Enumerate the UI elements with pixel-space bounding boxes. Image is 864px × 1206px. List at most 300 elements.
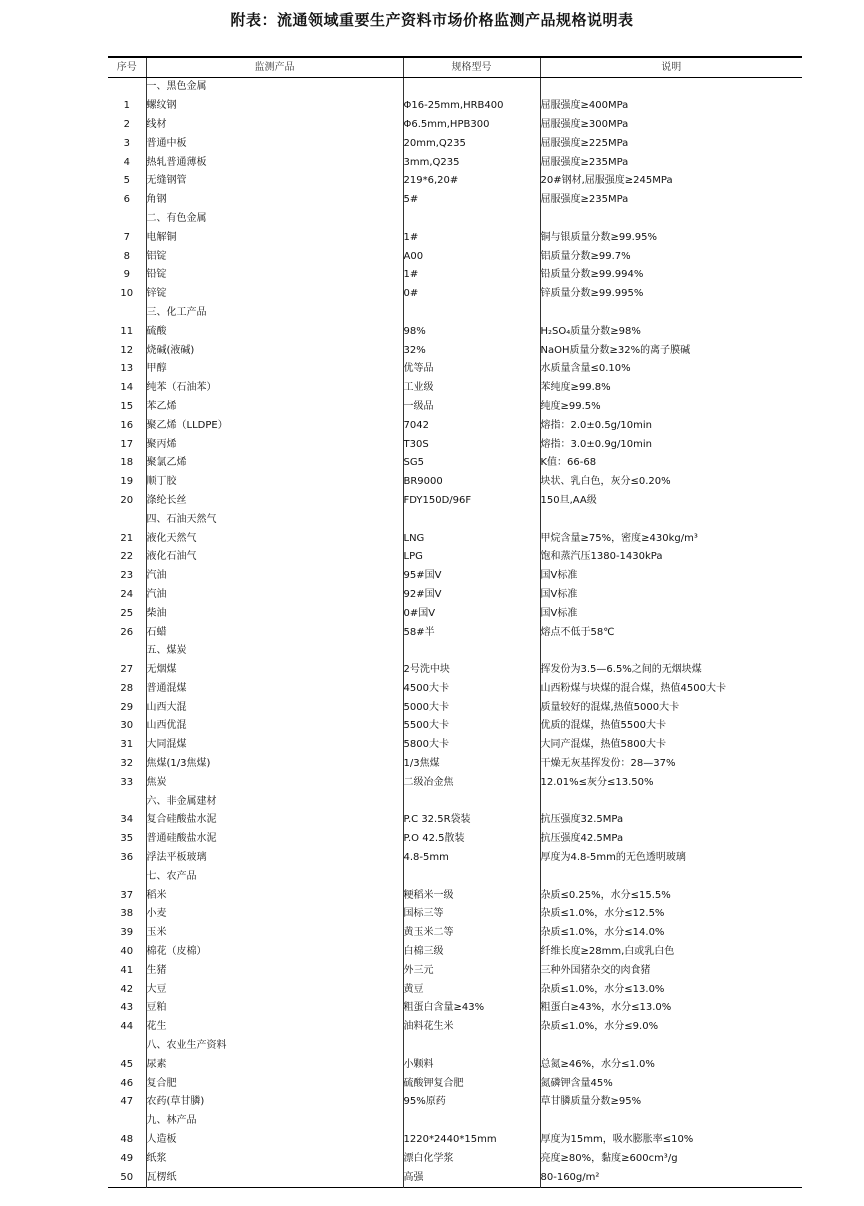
spec-model: 国标三等 — [403, 905, 540, 924]
table-row — [108, 116, 802, 135]
table-row — [108, 379, 802, 398]
table-row — [108, 134, 802, 153]
category-no-cell — [108, 642, 146, 661]
category-row — [108, 78, 802, 97]
description: 铝质量分数≥99.7% — [540, 250, 631, 262]
description: 氮磷钾含量45% — [540, 1077, 613, 1089]
spec-model: 优等品 — [403, 360, 540, 379]
product-name: 顺丁胶 — [146, 473, 403, 492]
product-name: 纯苯（石油苯） — [146, 379, 403, 398]
header-spec: 规格型号 — [403, 57, 540, 78]
spec-model: 粗蛋白含量≥43% — [403, 999, 540, 1018]
product-name: 花生 — [146, 1018, 403, 1037]
product-name: 山西优混 — [146, 717, 403, 736]
table-row — [108, 661, 802, 680]
row-number: 15 — [108, 398, 146, 417]
row-number: 39 — [108, 924, 146, 943]
description: 厚度为15mm，吸水膨胀率≤10% — [540, 1134, 694, 1146]
spec-model: P.C 32.5R袋装 — [403, 811, 540, 830]
table-row — [108, 454, 802, 473]
spec-model: A00 — [403, 247, 540, 266]
product-name: 聚氯乙烯 — [146, 454, 403, 473]
description: K值：66-68 — [540, 457, 597, 469]
table-row — [108, 548, 802, 567]
product-name: 山西大混 — [146, 698, 403, 717]
product-name: 瓦楞纸 — [146, 1168, 403, 1187]
spec-model: 1# — [403, 266, 540, 285]
spec-model: 5500大卡 — [403, 717, 540, 736]
spec-model: 1220*2440*15mm — [403, 1131, 540, 1150]
category-desc-cell — [540, 1037, 802, 1056]
spec-model: 3mm,Q235 — [403, 153, 540, 172]
product-name: 焦炭 — [146, 773, 403, 792]
category-label: 一、黑色金属 — [146, 78, 403, 97]
spec-model: 漂白化学浆 — [403, 1149, 540, 1168]
table-row — [108, 849, 802, 868]
spec-model: 98% — [403, 322, 540, 341]
spec-model: 1# — [403, 228, 540, 247]
table-row — [108, 980, 802, 999]
product-name: 线材 — [146, 116, 403, 135]
row-number: 34 — [108, 811, 146, 830]
product-name: 甲醇 — [146, 360, 403, 379]
category-row — [108, 642, 802, 661]
description: 国Ⅴ标准 — [540, 607, 578, 619]
product-name: 无烟煤 — [146, 661, 403, 680]
spec-model: 5# — [403, 191, 540, 210]
product-name: 苯乙烯 — [146, 398, 403, 417]
description: 屈服强度≥400MPa — [540, 100, 629, 112]
spec-model: P.O 42.5散装 — [403, 830, 540, 849]
table-row — [108, 567, 802, 586]
spec-model: 5800大卡 — [403, 736, 540, 755]
description: 三种外国猪杂交的肉食猪 — [540, 964, 651, 976]
category-row — [108, 1037, 802, 1056]
row-number: 36 — [108, 849, 146, 868]
row-number: 28 — [108, 680, 146, 699]
table-row — [108, 961, 802, 980]
row-number: 2 — [108, 116, 146, 135]
row-number: 43 — [108, 999, 146, 1018]
product-name: 豆粕 — [146, 999, 403, 1018]
product-name: 大豆 — [146, 980, 403, 999]
category-no-cell — [108, 210, 146, 229]
spec-model: 1/3焦煤 — [403, 755, 540, 774]
category-desc-cell — [540, 1112, 802, 1131]
spec-model: BR9000 — [403, 473, 540, 492]
table-row — [108, 623, 802, 642]
category-spec-cell — [403, 792, 540, 811]
page-title: 附表：流通领域重要生产资料市场价格监测产品规格说明表 — [230, 11, 634, 29]
spec-model: 58#半 — [403, 623, 540, 642]
description: 熔指：2.0±0.5g/10min — [540, 419, 652, 431]
category-spec-cell — [403, 867, 540, 886]
description: 质量较好的混煤,热值5000大卡 — [540, 701, 680, 713]
description: 抗压强度32.5MPa — [540, 814, 624, 826]
row-number: 24 — [108, 586, 146, 605]
row-number: 14 — [108, 379, 146, 398]
table-row — [108, 398, 802, 417]
table-row — [108, 586, 802, 605]
category-label: 三、化工产品 — [146, 304, 403, 323]
row-number: 4 — [108, 153, 146, 172]
description: 山西粉煤与块煤的混合煤，热值4500大卡 — [540, 682, 726, 694]
table-row — [108, 473, 802, 492]
spec-model: 2号洗中块 — [403, 661, 540, 680]
header-row — [108, 57, 802, 78]
description: 粗蛋白≥43%，水分≤13.0% — [540, 1002, 672, 1014]
spec-model: 一级品 — [403, 398, 540, 417]
product-name: 液化天然气 — [146, 529, 403, 548]
table-row — [108, 1074, 802, 1093]
category-row — [108, 210, 802, 229]
category-row — [108, 867, 802, 886]
row-number: 13 — [108, 360, 146, 379]
row-number: 47 — [108, 1093, 146, 1112]
description: 干燥无灰基挥发份：28—37% — [540, 758, 676, 770]
table-row — [108, 266, 802, 285]
category-label: 七、农产品 — [146, 867, 403, 886]
table-row — [108, 773, 802, 792]
table-row — [108, 943, 802, 962]
product-name: 复合肥 — [146, 1074, 403, 1093]
table-row — [108, 811, 802, 830]
spec-model: 白棉三级 — [403, 943, 540, 962]
spec-model: 工业级 — [403, 379, 540, 398]
description: 铅质量分数≥99.994% — [540, 269, 644, 281]
product-name: 农药(草甘膦) — [146, 1093, 403, 1112]
spec-model: Φ6.5mm,HPB300 — [403, 116, 540, 135]
product-name: 普通中板 — [146, 134, 403, 153]
table-row — [108, 924, 802, 943]
product-name: 汽油 — [146, 586, 403, 605]
spec-model: 硫酸钾复合肥 — [403, 1074, 540, 1093]
row-number: 37 — [108, 886, 146, 905]
table-row — [108, 247, 802, 266]
category-row — [108, 1112, 802, 1131]
row-number: 49 — [108, 1149, 146, 1168]
row-number: 48 — [108, 1131, 146, 1150]
description: 熔指：3.0±0.9g/10min — [540, 438, 652, 450]
category-row — [108, 510, 802, 529]
table-row — [108, 341, 802, 360]
spec-model: LPG — [403, 548, 540, 567]
table-row — [108, 680, 802, 699]
spec-model: 油料花生米 — [403, 1018, 540, 1037]
product-name: 稻米 — [146, 886, 403, 905]
description: 块状、乳白色，灰分≤0.20% — [540, 476, 671, 488]
description: 屈服强度≥225MPa — [540, 137, 629, 149]
category-no-cell — [108, 1112, 146, 1131]
product-name: 石蜡 — [146, 623, 403, 642]
category-no-cell — [108, 78, 146, 97]
description: 亮度≥80%，黏度≥600cm³/g — [540, 1152, 678, 1164]
table-row — [108, 191, 802, 210]
table-row — [108, 360, 802, 379]
product-name: 烧碱(液碱) — [146, 341, 403, 360]
row-number: 20 — [108, 492, 146, 511]
row-number: 17 — [108, 435, 146, 454]
description: 屈服强度≥235MPa — [540, 156, 629, 168]
product-name: 复合硅酸盐水泥 — [146, 811, 403, 830]
header-no: 序号 — [108, 57, 146, 78]
row-number: 33 — [108, 773, 146, 792]
category-label: 四、石油天然气 — [146, 510, 403, 529]
description: 锌质量分数≥99.995% — [540, 288, 644, 300]
description: 杂质≤1.0%，水分≤9.0% — [540, 1021, 659, 1033]
row-number: 30 — [108, 717, 146, 736]
description: 水质量含量≤0.10% — [540, 363, 631, 375]
row-number: 23 — [108, 567, 146, 586]
description: 国Ⅴ标准 — [540, 588, 578, 600]
row-number: 45 — [108, 1055, 146, 1074]
header-desc: 说明 — [540, 57, 802, 78]
table-row — [108, 830, 802, 849]
spec-model: LNG — [403, 529, 540, 548]
product-name: 铝锭 — [146, 247, 403, 266]
row-number: 12 — [108, 341, 146, 360]
category-label: 九、林产品 — [146, 1112, 403, 1131]
description: 12.01%≤灰分≤13.50% — [540, 776, 654, 788]
table-row — [108, 1093, 802, 1112]
product-name: 聚丙烯 — [146, 435, 403, 454]
table-row — [108, 886, 802, 905]
description: 挥发份为3.5—6.5%之间的无烟块煤 — [540, 664, 702, 676]
row-number: 31 — [108, 736, 146, 755]
row-number: 46 — [108, 1074, 146, 1093]
row-number: 35 — [108, 830, 146, 849]
table-row — [108, 172, 802, 191]
category-label: 八、农业生产资料 — [146, 1037, 403, 1056]
row-number: 8 — [108, 247, 146, 266]
description: 饱和蒸汽压1380-1430kPa — [540, 551, 663, 563]
table-row — [108, 1055, 802, 1074]
category-spec-cell — [403, 1112, 540, 1131]
spec-model: 小颗料 — [403, 1055, 540, 1074]
category-label: 二、有色金属 — [146, 210, 403, 229]
product-name: 电解铜 — [146, 228, 403, 247]
category-spec-cell — [403, 510, 540, 529]
row-number: 3 — [108, 134, 146, 153]
category-no-cell — [108, 1037, 146, 1056]
row-number: 27 — [108, 661, 146, 680]
table-row — [108, 285, 802, 304]
spec-model: SG5 — [403, 454, 540, 473]
spec-model: 95%原药 — [403, 1093, 540, 1112]
product-name: 锌锭 — [146, 285, 403, 304]
description: 杂质≤1.0%，水分≤14.0% — [540, 927, 665, 939]
description: 杂质≤1.0%，水分≤13.0% — [540, 983, 665, 995]
product-name: 普通混煤 — [146, 680, 403, 699]
row-number: 42 — [108, 980, 146, 999]
row-number: 7 — [108, 228, 146, 247]
product-name: 浮法平板玻璃 — [146, 849, 403, 868]
category-label: 六、非金属建材 — [146, 792, 403, 811]
spec-model: 二级冶金焦 — [403, 773, 540, 792]
product-name: 焦煤(1/3焦煤) — [146, 755, 403, 774]
category-spec-cell — [403, 304, 540, 323]
description: 杂质≤0.25%，水分≤15.5% — [540, 889, 671, 901]
row-number: 10 — [108, 285, 146, 304]
product-name: 聚乙烯（LLDPE） — [146, 416, 403, 435]
category-desc-cell — [540, 642, 802, 661]
product-name: 纸浆 — [146, 1149, 403, 1168]
table-row — [108, 905, 802, 924]
description: 屈服强度≥235MPa — [540, 194, 629, 206]
row-number: 18 — [108, 454, 146, 473]
header-product: 监测产品 — [146, 57, 403, 78]
product-name: 硫酸 — [146, 322, 403, 341]
table-row — [108, 1018, 802, 1037]
spec-model: 219*6,20# — [403, 172, 540, 191]
product-name: 铅锭 — [146, 266, 403, 285]
spec-model: T30S — [403, 435, 540, 454]
category-label: 五、煤炭 — [146, 642, 403, 661]
description: 厚度为4.8-5mm的无色透明玻璃 — [540, 852, 686, 864]
table-row — [108, 153, 802, 172]
product-name: 人造板 — [146, 1131, 403, 1150]
category-no-cell — [108, 510, 146, 529]
table-row — [108, 322, 802, 341]
product-name: 玉米 — [146, 924, 403, 943]
description: 国Ⅴ标准 — [540, 570, 578, 582]
description: 杂质≤1.0%，水分≤12.5% — [540, 908, 665, 920]
description: 草甘膦质量分数≥95% — [540, 1096, 642, 1108]
table-row — [108, 698, 802, 717]
description: 苯纯度≥99.8% — [540, 382, 611, 394]
category-desc-cell — [540, 792, 802, 811]
row-number: 40 — [108, 943, 146, 962]
spec-model: 4500大卡 — [403, 680, 540, 699]
category-desc-cell — [540, 867, 802, 886]
table-row — [108, 492, 802, 511]
product-name: 生猪 — [146, 961, 403, 980]
category-spec-cell — [403, 642, 540, 661]
spec-model: 20mm,Q235 — [403, 134, 540, 153]
table-row — [108, 755, 802, 774]
table-row — [108, 1131, 802, 1150]
product-name: 棉花（皮棉） — [146, 943, 403, 962]
description: 20#钢材,屈服强度≥245MPa — [540, 175, 673, 187]
product-name: 无缝钢管 — [146, 172, 403, 191]
row-number: 50 — [108, 1168, 146, 1187]
spec-model: 32% — [403, 341, 540, 360]
row-number: 29 — [108, 698, 146, 717]
row-number: 5 — [108, 172, 146, 191]
product-name: 汽油 — [146, 567, 403, 586]
table-row — [108, 1149, 802, 1168]
table-body — [108, 78, 802, 1188]
table-row — [108, 604, 802, 623]
table-row — [108, 97, 802, 116]
description: NaOH质量分数≥32%的离子膜碱 — [540, 344, 691, 356]
spec-model: 0# — [403, 285, 540, 304]
product-name: 普通硅酸盐水泥 — [146, 830, 403, 849]
row-number: 6 — [108, 191, 146, 210]
category-no-cell — [108, 304, 146, 323]
category-spec-cell — [403, 210, 540, 229]
category-no-cell — [108, 792, 146, 811]
row-number: 11 — [108, 322, 146, 341]
spec-model: 外三元 — [403, 961, 540, 980]
description: 纤维长度≥28mm,白或乳白色 — [540, 946, 675, 958]
table-row — [108, 717, 802, 736]
table-row — [108, 1168, 802, 1187]
description: 纯度≥99.5% — [540, 400, 601, 412]
spec-model: 7042 — [403, 416, 540, 435]
row-number: 9 — [108, 266, 146, 285]
spec-model: 5000大卡 — [403, 698, 540, 717]
spec-model: 4.8-5mm — [403, 849, 540, 868]
category-desc-cell — [540, 304, 802, 323]
description: 大同产混煤，热值5800大卡 — [540, 739, 666, 751]
table-row — [108, 435, 802, 454]
row-number: 44 — [108, 1018, 146, 1037]
spec-model: 黄豆 — [403, 980, 540, 999]
row-number: 22 — [108, 548, 146, 567]
product-name: 角钢 — [146, 191, 403, 210]
category-row — [108, 792, 802, 811]
spec-model: 0#国Ⅴ — [403, 604, 540, 623]
description: 优质的混煤，热值5500大卡 — [540, 720, 666, 732]
product-name: 柴油 — [146, 604, 403, 623]
product-name: 螺纹钢 — [146, 97, 403, 116]
spec-model: 95#国Ⅴ — [403, 567, 540, 586]
description: 总氮≥46%，水分≤1.0% — [540, 1058, 655, 1070]
description: H₂SO₄质量分数≥98% — [540, 325, 641, 337]
row-number: 21 — [108, 529, 146, 548]
row-number: 25 — [108, 604, 146, 623]
product-name: 小麦 — [146, 905, 403, 924]
category-desc-cell — [540, 510, 802, 529]
description: 熔点不低于58℃ — [540, 626, 615, 638]
spec-model: 黄玉米二等 — [403, 924, 540, 943]
category-spec-cell — [403, 1037, 540, 1056]
product-name: 涤纶长丝 — [146, 492, 403, 511]
spec-model: 高强 — [403, 1168, 540, 1187]
row-number: 26 — [108, 623, 146, 642]
spec-model: 粳稻米一级 — [403, 886, 540, 905]
product-name: 尿素 — [146, 1055, 403, 1074]
spec-table — [108, 56, 802, 1188]
table-row — [108, 228, 802, 247]
description: 甲烷含量≥75%，密度≥430kg/m³ — [540, 532, 698, 544]
spec-model: 92#国Ⅴ — [403, 586, 540, 605]
row-number: 41 — [108, 961, 146, 980]
category-row — [108, 304, 802, 323]
table-row — [108, 529, 802, 548]
row-number: 1 — [108, 97, 146, 116]
row-number: 16 — [108, 416, 146, 435]
description: 150旦,AA级 — [540, 494, 597, 506]
row-number: 19 — [108, 473, 146, 492]
description: 铜与银质量分数≥99.95% — [540, 231, 658, 243]
spec-model: Φ16-25mm,HRB400 — [403, 97, 540, 116]
product-name: 大同混煤 — [146, 736, 403, 755]
row-number: 32 — [108, 755, 146, 774]
description: 80-160g/m² — [540, 1171, 600, 1183]
table-row — [108, 999, 802, 1018]
spec-model: FDY150D/96F — [403, 492, 540, 511]
product-name: 热轧普通薄板 — [146, 153, 403, 172]
category-desc-cell — [540, 210, 802, 229]
row-number: 38 — [108, 905, 146, 924]
product-name: 液化石油气 — [146, 548, 403, 567]
description: 抗压强度42.5MPa — [540, 833, 624, 845]
table-row — [108, 736, 802, 755]
table-row — [108, 416, 802, 435]
table-header — [108, 57, 802, 78]
